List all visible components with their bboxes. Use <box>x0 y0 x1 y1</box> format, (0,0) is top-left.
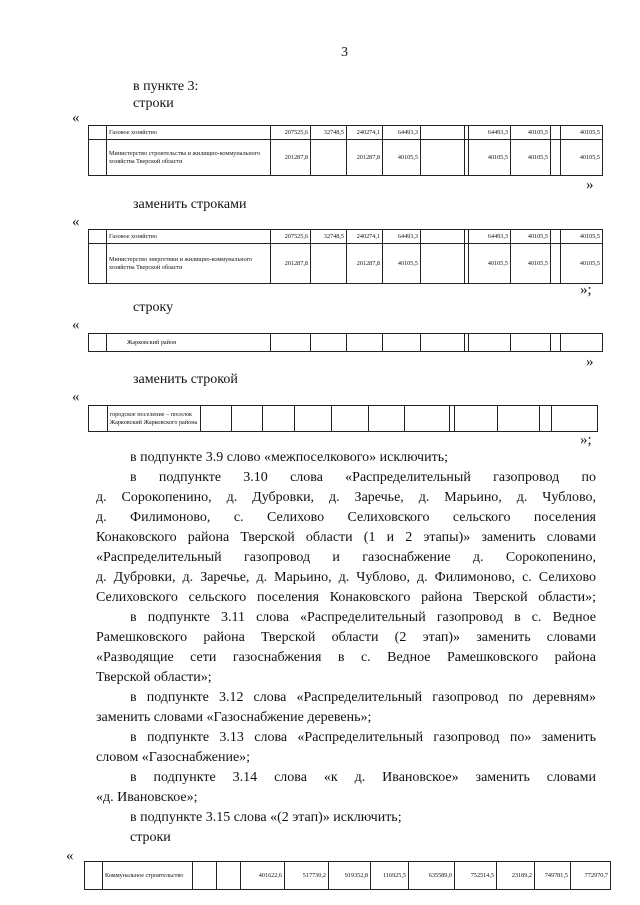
close-quote-1: » <box>586 177 594 193</box>
cell: 201287,8 <box>271 244 311 284</box>
cell: 240274,1 <box>347 230 383 244</box>
text-line: в подпункте 3.10 слова «Распределительный газопровод по <box>130 470 596 485</box>
cell: 40105,5 <box>561 230 603 244</box>
table-row <box>85 862 611 890</box>
cell: 201287,8 <box>271 140 311 176</box>
cell <box>421 244 465 284</box>
cell: 40105,5 <box>511 140 551 176</box>
cell: 749781,5 <box>535 862 571 890</box>
row-name: Коммунальное строительство <box>103 862 193 890</box>
row-name: Газовое хозяйство <box>107 230 271 244</box>
cell <box>421 140 465 176</box>
cell: 401622,6 <box>241 862 285 890</box>
cell: 40105,5 <box>561 126 603 140</box>
close-quote-3: » <box>586 354 594 370</box>
text-line: заменить словами «Газоснабжение деревень»; <box>96 710 372 725</box>
paragraph-3-14 <box>96 768 596 808</box>
cell <box>551 126 561 140</box>
table-row <box>89 230 603 244</box>
text-line: д. Филимоново, с. Селихово Селиховского сельского поселения <box>96 510 596 525</box>
text-line: Рамешковского района Тверской области (2 этап)» заменить словами <box>96 630 596 645</box>
text-line: в подпункте 3.13 слова «Распределительный газопровод по» заменить <box>130 730 596 745</box>
open-quote-1: « <box>72 110 80 126</box>
cell: 40105,5 <box>383 140 421 176</box>
text-line: в подпункте 3.11 слова «Распределительный газопровод в с. Ведное <box>130 610 596 625</box>
cell: 64493,3 <box>469 126 511 140</box>
cell: 64493,3 <box>383 230 421 244</box>
row-name: Газовое хозяйство <box>107 126 271 140</box>
table-1 <box>88 125 603 176</box>
cell: 635589,0 <box>409 862 455 890</box>
intro-line-1: в пункте 3: <box>133 79 199 94</box>
text-line: д. Сорокопенино, д. Дубровки, д. Заречье, д. Марьино, д. Чублово, <box>96 490 596 505</box>
row-name: Министерство энергетики и жилищно-коммунального хозяйства Тверской области <box>107 244 271 284</box>
text-line: Тверской области»; <box>96 670 212 685</box>
cell: 517730,2 <box>285 862 329 890</box>
table-row <box>89 126 603 140</box>
cell: 207525,6 <box>271 230 311 244</box>
label-rows: строки <box>130 830 171 845</box>
paragraph-3-13 <box>96 728 596 768</box>
cell: 207525,6 <box>271 126 311 140</box>
cell: 772970,7 <box>571 862 611 890</box>
paragraph-3-11 <box>96 608 596 688</box>
cell: 201287,8 <box>347 244 383 284</box>
intro-line-2: строки <box>133 96 174 111</box>
text-line: в подпункте 3.12 слова «Распределительный газопровод по деревням» <box>130 690 596 705</box>
text-line: «Разводящие сети газоснабжения в с. Ведное Рамешковского района <box>96 650 596 665</box>
cell: 240274,1 <box>347 126 383 140</box>
label-replace-row: заменить строкой <box>133 372 238 387</box>
cell: 40105,5 <box>511 244 551 284</box>
table-row <box>89 244 603 284</box>
cell: 23189,2 <box>497 862 535 890</box>
open-quote-2: « <box>72 214 80 230</box>
text-line: «д. Ивановское»; <box>96 790 198 805</box>
row-name: городское поселение – поселок Жарковский Жарковского района <box>107 406 200 432</box>
text-line: «Распределительный газопровод и газоснабжение д. Сорокопенино, <box>96 550 596 565</box>
close-quote-4: »; <box>580 432 592 448</box>
cell <box>311 140 347 176</box>
cell: 919352,8 <box>329 862 371 890</box>
label-replace-rows: заменить строками <box>133 197 247 212</box>
cell <box>551 244 561 284</box>
table-4 <box>88 405 598 432</box>
cell <box>421 126 465 140</box>
close-quote-2: »; <box>580 282 592 298</box>
paragraph-3-15: в подпункте 3.15 слова «(2 этап)» исключить; <box>130 810 402 825</box>
table-row <box>89 140 603 176</box>
table-row <box>89 406 598 432</box>
cell: 40105,5 <box>469 140 511 176</box>
paragraph-3-10 <box>96 468 596 608</box>
cell: 752514,5 <box>455 862 497 890</box>
page-number: 3 <box>341 45 348 60</box>
cell: 40105,5 <box>511 126 551 140</box>
cell <box>551 140 561 176</box>
cell: 40105,5 <box>383 244 421 284</box>
table-5 <box>84 861 611 890</box>
cell: 40105,5 <box>561 244 603 284</box>
cell: 32748,5 <box>311 230 347 244</box>
open-quote-3: « <box>72 317 80 333</box>
table-3 <box>88 333 603 352</box>
cell: 40105,5 <box>511 230 551 244</box>
cell <box>421 230 465 244</box>
table-2 <box>88 229 603 284</box>
cell: 201287,8 <box>347 140 383 176</box>
paragraph-3-12 <box>96 688 596 728</box>
cell: 64493,3 <box>383 126 421 140</box>
cell: 116925,5 <box>371 862 409 890</box>
paragraph-3-9: в подпункте 3.9 слово «межпоселкового» исключить; <box>130 450 448 465</box>
cell <box>311 244 347 284</box>
cell: 64493,3 <box>469 230 511 244</box>
open-quote-4: « <box>72 389 80 405</box>
cell: 32748,5 <box>311 126 347 140</box>
cell: 40105,5 <box>469 244 511 284</box>
row-name: Министерство строительства и жилищно-коммунального хозяйства Тверской области <box>107 140 271 176</box>
open-quote-5: « <box>66 848 74 864</box>
text-line: Конаковского района Тверской области (1 и 2 этапы)» заменить словами <box>96 530 596 545</box>
cell <box>551 230 561 244</box>
row-name: Жарковский район <box>107 334 271 352</box>
text-line: в подпункте 3.14 слова «к д. Ивановское» заменить словами <box>130 770 596 785</box>
text-line: Селиховского сельского поселения Конаковского района Тверской области»; <box>96 590 596 605</box>
label-row: строку <box>133 300 174 315</box>
cell: 40105,5 <box>561 140 603 176</box>
text-line: словом «Газоснабжение»; <box>96 750 251 765</box>
text-line: д. Дубровки, д. Заречье, д. Марьино, д. Чублово, д. Филимоново, с. Селихово <box>96 570 596 585</box>
table-row <box>89 334 603 352</box>
